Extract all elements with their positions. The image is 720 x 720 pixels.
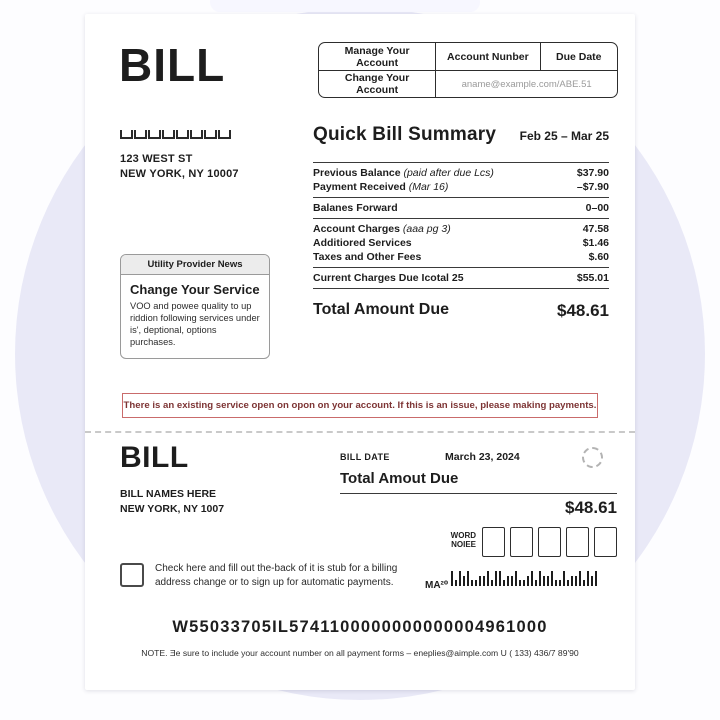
quick-bill-summary bbox=[313, 124, 609, 321]
summary-row-account-charges: Account Charges (aaa pg 3) 47.58 bbox=[313, 223, 609, 235]
account-info-table bbox=[318, 42, 618, 98]
stub-address bbox=[120, 487, 224, 517]
stub-total-value: $48.61 bbox=[565, 498, 617, 517]
word-box[interactable] bbox=[594, 527, 617, 557]
table-row bbox=[319, 43, 617, 70]
summary-period: Feb 25 – Mar 25 bbox=[519, 129, 609, 143]
summary-row-additional-services: Additiored Services $1.46 bbox=[313, 237, 609, 249]
divider bbox=[340, 493, 617, 494]
word-noiee-label: WORD NOIEE bbox=[450, 531, 476, 549]
background-shape bbox=[210, 0, 480, 12]
account-value-cell[interactable]: aname@example.com/ABE.51 bbox=[435, 71, 617, 97]
divider bbox=[313, 267, 609, 268]
divider bbox=[313, 218, 609, 219]
word-box[interactable] bbox=[482, 527, 505, 557]
word-box[interactable] bbox=[566, 527, 589, 557]
news-box-title: Change Your Service bbox=[130, 282, 260, 297]
sender-address bbox=[120, 152, 239, 182]
sender-city: NEW YORK, NY 10007 bbox=[120, 168, 239, 180]
stamp-circle-icon bbox=[582, 447, 603, 468]
news-box-text: VOO and powee quality to up riddion following services under is', deptional, options purchases. bbox=[130, 301, 260, 347]
account-number-header-cell: Account Nunber bbox=[435, 43, 539, 70]
divider bbox=[313, 197, 609, 198]
word-box[interactable] bbox=[538, 527, 561, 557]
bill-date-label: BILL DATE bbox=[340, 452, 390, 462]
manage-account-cell[interactable]: Manage Your Account bbox=[344, 44, 410, 69]
row-value: 0–00 bbox=[585, 202, 609, 214]
word-entry-boxes bbox=[482, 527, 617, 557]
summary-row-balance-forward: Balanes Forward 0–00 bbox=[313, 202, 609, 214]
summary-row-taxes-fees: Taxes and Other Fees $.60 bbox=[313, 251, 609, 263]
barcode-prefix: MA²⁰ bbox=[425, 580, 449, 591]
divider bbox=[313, 162, 609, 163]
stub-bill-logo: BILL bbox=[120, 441, 189, 474]
row-value: 47.58 bbox=[582, 223, 609, 235]
service-alert-banner: There is an existing service open on opon on your account. If this is an issue, please making payments. bbox=[122, 393, 598, 418]
row-value: –$7.90 bbox=[576, 181, 609, 193]
billing-change-checkbox[interactable] bbox=[120, 563, 144, 587]
payment-account-number: W55033705IL5741100000000000004961000 bbox=[172, 618, 548, 636]
bill-date-value: March 23, 2024 bbox=[445, 451, 520, 463]
row-value: $37.90 bbox=[576, 167, 609, 179]
utility-provider-news-box bbox=[120, 254, 270, 359]
summary-title: Quick Bill Summary bbox=[313, 124, 497, 145]
sender-street: 123 WEST ST bbox=[120, 153, 193, 165]
divider bbox=[313, 288, 609, 289]
bill-logo: BILL bbox=[119, 39, 226, 91]
row-value: $55.01 bbox=[576, 272, 609, 284]
address-barcode-icon bbox=[120, 126, 232, 138]
footer-note: NOTE. Ǝe sure to include your account number on all payment forms – eneplies@aimple.com U ( 133) 436/7 89'90 bbox=[141, 648, 579, 658]
bill-document bbox=[85, 14, 635, 690]
row-value: $1.46 bbox=[582, 237, 609, 249]
row-value: $.60 bbox=[588, 251, 609, 263]
summary-row-previous-balance: Previous Balance (paid after due Lcs) $37.90 bbox=[313, 167, 609, 179]
stub-name: BILL NAMES HERE bbox=[120, 488, 217, 500]
perforation-line bbox=[85, 431, 635, 433]
table-row bbox=[319, 70, 617, 97]
word-box[interactable] bbox=[510, 527, 533, 557]
total-amount-due-row bbox=[313, 301, 609, 321]
postal-barcode-icon bbox=[425, 575, 599, 591]
stub-total-label: Total Amout Due bbox=[340, 470, 459, 487]
due-date-header-cell: Due Date bbox=[540, 43, 618, 70]
stub-city: NEW YORK, NY 1007 bbox=[120, 503, 225, 515]
total-value: $48.61 bbox=[557, 301, 609, 320]
summary-row-payment-received: Payment Received (Mar 16) –$7.90 bbox=[313, 181, 609, 193]
change-account-cell[interactable]: Change Your Account bbox=[344, 72, 410, 96]
summary-row-current-charges: Current Charges Due Icotal 25 $55.01 bbox=[313, 272, 609, 284]
total-label: Total Amount Due bbox=[313, 301, 449, 318]
news-box-header: Utility Provider News bbox=[121, 255, 269, 275]
checkbox-label: Check here and fill out the-back of it is stub for a billing address change or to sign up for automatic payments. bbox=[155, 563, 398, 588]
